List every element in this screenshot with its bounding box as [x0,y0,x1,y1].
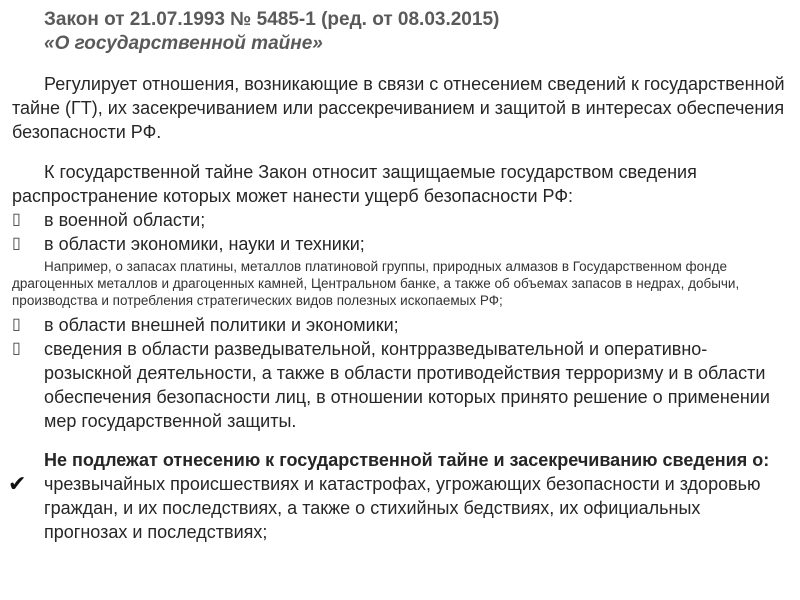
list-item-text: сведения в области разведывательной, контрразведывательной и оперативно-розыскной деятельности, а также в области противодействия терроризму и в области обеспечения безопасности лиц, в отношении которых принято решение о применении мер государственной защиты. [44,339,770,431]
page-title [44,8,784,56]
list-item-text: в военной области; [44,210,206,230]
list-item-text: чрезвычайных происшествиях и катастрофах, угрожающих безопасности и здоровью граждан, и их последствиях, а также о стихийных бедствиях, их официальных прогнозах и последствиях; [44,474,761,542]
law-name: «О государственной тайне» [44,33,323,54]
law-title: Закон от 21.07.1993 № 5485-1 (ред. от 08.03.2015) [44,9,500,30]
list-item [12,313,788,337]
intro-paragraph: Регулирует отношения, возникающие в связи с отнесением сведений к государственной тайне (ГТ), их засекречиванием или рассекречиванием и защитой в интересах обеспечения безопасности РФ. [12,74,785,142]
list-item-text: в области внешней политики и экономики; [44,315,399,335]
section2-heading: Не подлежат отнесению к государственной тайне и засекречиванию сведения о: [44,450,770,470]
missing-glyph-box-icon: ▯ [12,211,21,228]
missing-glyph-box-icon: ▯ [12,340,21,357]
missing-glyph-box-icon: ▯ [12,235,21,252]
section1-lead: К государственной тайне Закон относит защищаемые государством сведения распространение которых может нанести ущерб безопасности РФ: [12,162,697,206]
list-item [12,337,788,433]
section-state-secret [12,160,788,433]
list-item [8,471,788,544]
list-item-text: в области экономики, науки и техники; [44,234,365,254]
missing-glyph-box-icon: ▯ [12,316,21,333]
list-item [12,208,788,232]
intro-block [12,72,788,144]
list-item [12,232,788,256]
example-note: Например, о запасах платины, металлов платиновой группы, природных алмазов в Государственном фонде драгоценных металлов и драгоценных камней, Центральном банке, а также об объемах запасов в недрах, добычи, производства и потребления стратегических видов полезных ископаемых РФ; [12,259,740,308]
section-not-secret [8,448,788,544]
check-mark-icon: ✔ [8,471,27,496]
